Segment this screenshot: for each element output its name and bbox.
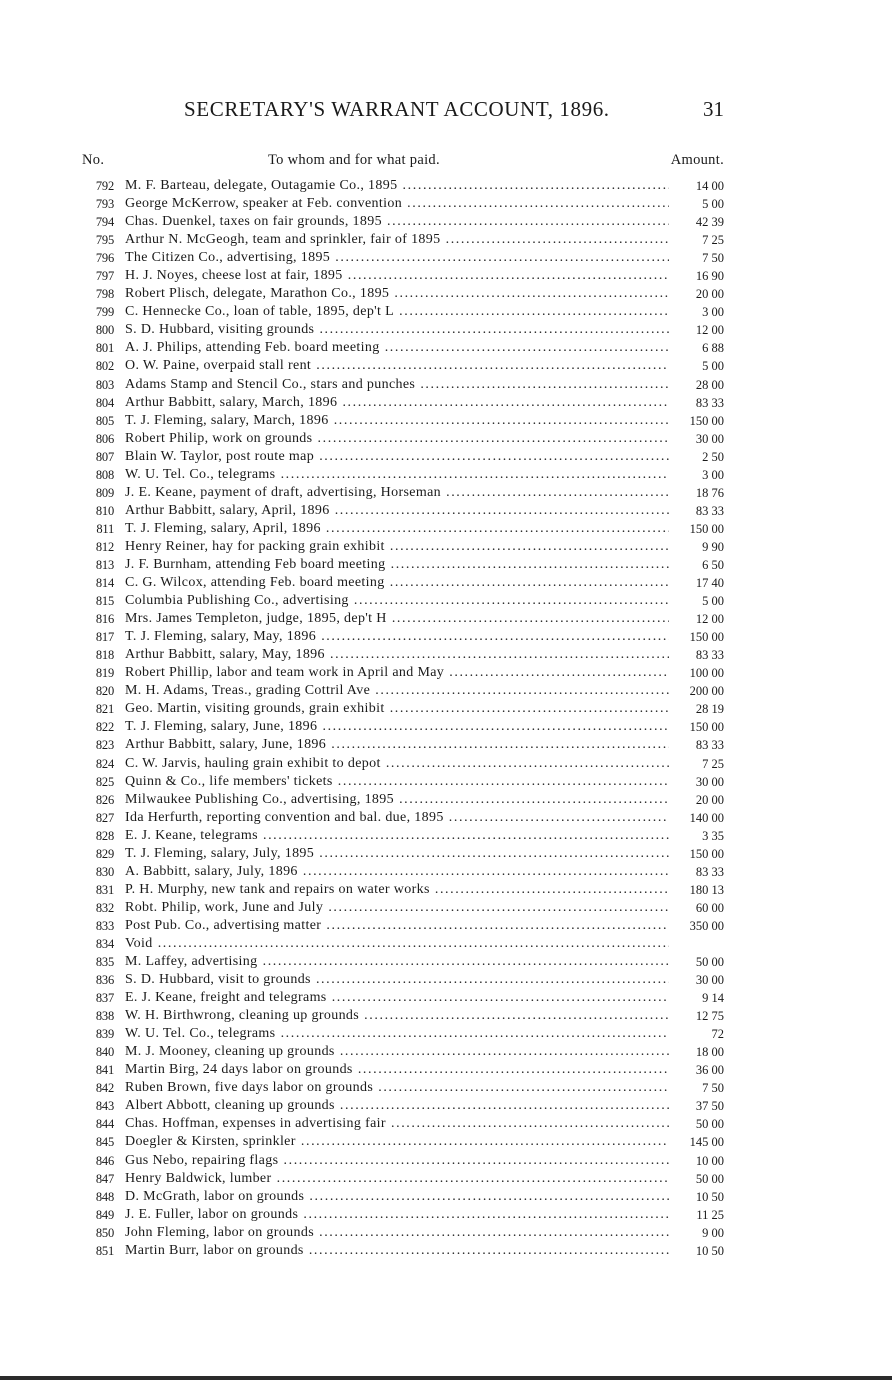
warrant-number: 844 bbox=[95, 1117, 114, 1132]
warrant-number: 847 bbox=[95, 1171, 114, 1186]
warrant-payee-description: J. E. Keane, payment of draft, advertising, Horseman ..... bbox=[125, 484, 669, 502]
warrant-number: 808 bbox=[95, 467, 114, 482]
warrant-amount: 83 33 bbox=[695, 738, 724, 753]
warrant-amount: 28 00 bbox=[695, 377, 724, 392]
warrant-row bbox=[0, 773, 892, 791]
warrant-payee-description: Blain W. Taylor, post route map ..... bbox=[125, 448, 669, 466]
warrant-number: 796 bbox=[95, 251, 114, 266]
running-head bbox=[0, 97, 892, 125]
warrant-row bbox=[0, 1025, 892, 1043]
warrant-payee-description: Robt. Philip, work, June and July ..... bbox=[125, 899, 669, 917]
warrant-payee-description: Robert Phillip, labor and team work in April and May ..... bbox=[125, 664, 669, 682]
warrant-number: 843 bbox=[95, 1099, 114, 1114]
warrant-amount: 5 00 bbox=[702, 594, 724, 609]
warrant-row bbox=[0, 610, 892, 628]
warrant-row bbox=[0, 881, 892, 899]
warrant-row bbox=[0, 339, 892, 357]
warrant-payee-description: Milwaukee Publishing Co., advertising, 1895 ..... bbox=[125, 791, 669, 809]
warrant-payee-description: P. H. Murphy, new tank and repairs on water works ..... bbox=[125, 881, 669, 899]
warrant-number: 800 bbox=[95, 323, 114, 338]
warrant-number: 805 bbox=[95, 413, 114, 428]
warrant-amount: 18 76 bbox=[695, 485, 724, 500]
warrant-payee-description: M. J. Mooney, cleaning up grounds ..... bbox=[125, 1043, 669, 1061]
warrant-payee-description: M. F. Barteau, delegate, Outagamie Co., 1895 ..... bbox=[125, 177, 669, 195]
warrant-number: 797 bbox=[95, 269, 114, 284]
warrant-number: 813 bbox=[95, 557, 114, 572]
warrant-payee-description: Albert Abbott, cleaning up grounds ..... bbox=[125, 1097, 669, 1115]
warrant-amount: 6 88 bbox=[702, 341, 724, 356]
warrant-row bbox=[0, 502, 892, 520]
warrant-payee-description: Doegler & Kirsten, sprinkler ..... bbox=[125, 1133, 669, 1151]
warrant-amount: 12 00 bbox=[695, 323, 724, 338]
warrant-number: 826 bbox=[95, 792, 114, 807]
warrant-number: 806 bbox=[95, 431, 114, 446]
warrant-payee-description: W. U. Tel. Co., telegrams ..... bbox=[125, 466, 669, 484]
warrant-row bbox=[0, 755, 892, 773]
warrant-payee-description: Geo. Martin, visiting grounds, grain exhibit ..... bbox=[125, 700, 669, 718]
warrant-payee-description: W. U. Tel. Co., telegrams ..... bbox=[125, 1025, 669, 1043]
warrant-payee-description: Void ..... bbox=[125, 935, 669, 953]
warrant-amount: 10 50 bbox=[695, 1189, 724, 1204]
warrant-payee-description: T. J. Fleming, salary, March, 1896 ..... bbox=[125, 412, 669, 430]
warrant-row bbox=[0, 195, 892, 213]
column-header-no: No. bbox=[82, 152, 105, 168]
warrant-number: 802 bbox=[95, 359, 114, 374]
warrant-number: 823 bbox=[95, 738, 114, 753]
warrant-payee-description: Ida Herfurth, reporting convention and bal. due, 1895 ..... bbox=[125, 809, 669, 827]
warrant-amount: 37 50 bbox=[695, 1099, 724, 1114]
warrant-payee-description: A. J. Philips, attending Feb. board meeting ..... bbox=[125, 339, 669, 357]
warrant-number: 818 bbox=[95, 648, 114, 663]
warrant-payee-description: E. J. Keane, freight and telegrams ..... bbox=[125, 989, 669, 1007]
warrant-row bbox=[0, 394, 892, 412]
warrant-amount: 10 00 bbox=[695, 1153, 724, 1168]
warrant-amount: 12 00 bbox=[695, 612, 724, 627]
warrant-amount: 18 00 bbox=[695, 1045, 724, 1060]
warrant-amount: 16 90 bbox=[695, 269, 724, 284]
warrant-payee-description: Quinn & Co., life members' tickets ..... bbox=[125, 773, 669, 791]
warrant-row bbox=[0, 249, 892, 267]
warrant-amount: 9 14 bbox=[702, 991, 724, 1006]
warrant-payee-description: The Citizen Co., advertising, 1895 ..... bbox=[125, 249, 669, 267]
warrant-row bbox=[0, 1097, 892, 1115]
warrant-payee-description: S. D. Hubbard, visiting grounds ..... bbox=[125, 321, 669, 339]
warrant-row bbox=[0, 213, 892, 231]
warrant-amount: 3 00 bbox=[702, 305, 724, 320]
warrant-amount: 17 40 bbox=[695, 576, 724, 591]
warrant-amount: 3 00 bbox=[702, 467, 724, 482]
warrant-payee-description: C. Hennecke Co., loan of table, 1895, dep't L ..... bbox=[125, 303, 669, 321]
warrant-number: 801 bbox=[95, 341, 114, 356]
warrant-payee-description: Gus Nebo, repairing flags ..... bbox=[125, 1152, 669, 1170]
warrant-amount: 9 90 bbox=[702, 539, 724, 554]
warrant-amount: 150 00 bbox=[689, 846, 724, 861]
warrant-amount: 30 00 bbox=[695, 431, 724, 446]
warrant-number: 845 bbox=[95, 1135, 114, 1150]
warrant-payee-description: M. Laffey, advertising ..... bbox=[125, 953, 669, 971]
warrant-amount: 42 39 bbox=[695, 215, 724, 230]
warrant-number: 828 bbox=[95, 828, 114, 843]
warrant-number: 798 bbox=[95, 287, 114, 302]
warrant-row bbox=[0, 231, 892, 249]
warrant-row bbox=[0, 376, 892, 394]
warrant-amount: 83 33 bbox=[695, 648, 724, 663]
warrant-number: 842 bbox=[95, 1081, 114, 1096]
warrant-row bbox=[0, 953, 892, 971]
warrant-number: 792 bbox=[95, 179, 114, 193]
warrant-number: 799 bbox=[95, 305, 114, 320]
warrant-payee-description: S. D. Hubbard, visit to grounds ..... bbox=[125, 971, 669, 989]
warrant-amount: 150 00 bbox=[689, 521, 724, 536]
warrant-amount: 5 00 bbox=[702, 359, 724, 374]
warrant-row bbox=[0, 448, 892, 466]
warrant-row bbox=[0, 863, 892, 881]
warrant-number: 804 bbox=[95, 395, 114, 410]
warrant-amount: 10 50 bbox=[695, 1243, 724, 1258]
warrant-number: 794 bbox=[95, 215, 114, 230]
warrant-number: 833 bbox=[95, 918, 114, 933]
warrant-number: 803 bbox=[95, 377, 114, 392]
warrant-row bbox=[0, 646, 892, 664]
warrant-amount: 12 75 bbox=[695, 1009, 724, 1024]
warrant-amount: 5 00 bbox=[702, 197, 724, 212]
warrant-payee-description: J. F. Burnham, attending Feb board meeting ..... bbox=[125, 556, 669, 574]
warrant-number: 810 bbox=[95, 503, 114, 518]
warrant-number: 824 bbox=[95, 756, 114, 771]
warrant-amount: 36 00 bbox=[695, 1063, 724, 1078]
warrant-number: 807 bbox=[95, 449, 114, 464]
warrant-number: 831 bbox=[95, 882, 114, 897]
warrant-amount: 100 00 bbox=[689, 666, 724, 681]
warrant-number: 817 bbox=[95, 630, 114, 645]
warrant-amount: 3 35 bbox=[702, 828, 724, 843]
warrant-row bbox=[0, 1007, 892, 1025]
warrant-payee-description: Post Pub. Co., advertising matter ..... bbox=[125, 917, 669, 935]
column-headers bbox=[0, 152, 892, 170]
warrant-number: 820 bbox=[95, 684, 114, 699]
warrant-payee-description: M. H. Adams, Treas., grading Cottril Ave ..... bbox=[125, 682, 669, 700]
warrant-amount: 30 00 bbox=[695, 774, 724, 789]
warrant-payee-description: Robert Philip, work on grounds ..... bbox=[125, 430, 669, 448]
warrant-number: 849 bbox=[95, 1207, 114, 1222]
warrant-amount: 350 00 bbox=[689, 918, 724, 933]
warrant-row bbox=[0, 989, 892, 1007]
warrant-row bbox=[0, 1152, 892, 1170]
warrant-amount: 145 00 bbox=[689, 1135, 724, 1150]
warrant-amount: 72 bbox=[711, 1027, 724, 1042]
warrant-amount: 6 50 bbox=[702, 557, 724, 572]
warrant-payee-description: T. J. Fleming, salary, June, 1896 ..... bbox=[125, 718, 669, 736]
warrant-row bbox=[0, 177, 892, 195]
warrant-row bbox=[0, 736, 892, 754]
warrant-number: 841 bbox=[95, 1063, 114, 1078]
warrant-number: 816 bbox=[95, 612, 114, 627]
warrant-payee-description: John Fleming, labor on grounds ..... bbox=[125, 1224, 669, 1242]
warrant-amount: 30 00 bbox=[695, 973, 724, 988]
warrant-row bbox=[0, 1188, 892, 1206]
warrant-number: 839 bbox=[95, 1027, 114, 1042]
warrant-row bbox=[0, 971, 892, 989]
warrant-amount: 7 25 bbox=[702, 233, 724, 248]
warrant-amount: 150 00 bbox=[689, 413, 724, 428]
warrant-row bbox=[0, 466, 892, 484]
warrant-payee-description: Robert Plisch, delegate, Marathon Co., 1895 ..... bbox=[125, 285, 669, 303]
warrant-row bbox=[0, 1224, 892, 1242]
warrant-row bbox=[0, 845, 892, 863]
warrant-payee-description: T. J. Fleming, salary, April, 1896 ..... bbox=[125, 520, 669, 538]
warrant-number: 830 bbox=[95, 864, 114, 879]
warrant-number: 832 bbox=[95, 900, 114, 915]
warrant-payee-description: Henry Reiner, hay for packing grain exhibit ..... bbox=[125, 538, 669, 556]
warrant-payee-description: Mrs. James Templeton, judge, 1895, dep't H ..... bbox=[125, 610, 669, 628]
warrant-amount: 50 00 bbox=[695, 955, 724, 970]
warrant-amount: 50 00 bbox=[695, 1117, 724, 1132]
warrant-amount: 140 00 bbox=[689, 810, 724, 825]
warrant-row bbox=[0, 303, 892, 321]
warrant-amount: 200 00 bbox=[689, 684, 724, 699]
warrant-payee-description: Chas. Hoffman, expenses in advertising fair ..... bbox=[125, 1115, 669, 1133]
warrant-payee-description: A. Babbitt, salary, July, 1896 ..... bbox=[125, 863, 669, 881]
warrant-row bbox=[0, 791, 892, 809]
warrant-row bbox=[0, 484, 892, 502]
warrant-number: 793 bbox=[95, 197, 114, 212]
warrant-row bbox=[0, 1061, 892, 1079]
warrant-payee-description: Arthur Babbitt, salary, June, 1896 ..... bbox=[125, 736, 669, 754]
warrant-row bbox=[0, 267, 892, 285]
warrant-row bbox=[0, 357, 892, 375]
warrant-payee-description: Martin Burr, labor on grounds ..... bbox=[125, 1242, 669, 1260]
warrant-amount: 7 50 bbox=[702, 251, 724, 266]
warrant-payee-description: W. H. Birthwrong, cleaning up grounds ..... bbox=[125, 1007, 669, 1025]
warrant-number: 811 bbox=[96, 521, 114, 536]
warrant-number: 809 bbox=[95, 485, 114, 500]
warrant-number: 850 bbox=[95, 1225, 114, 1240]
warrant-row bbox=[0, 321, 892, 339]
warrant-payee-description: T. J. Fleming, salary, July, 1895 ..... bbox=[125, 845, 669, 863]
page-number: 31 bbox=[703, 97, 724, 121]
warrant-row bbox=[0, 899, 892, 917]
warrant-payee-description: Columbia Publishing Co., advertising ..... bbox=[125, 592, 669, 610]
warrant-row bbox=[0, 664, 892, 682]
warrant-payee-description: Ruben Brown, five days labor on grounds ..... bbox=[125, 1079, 669, 1097]
warrant-row bbox=[0, 285, 892, 303]
warrant-amount: 9 00 bbox=[702, 1225, 724, 1240]
column-header-to-whom: To whom and for what paid. bbox=[268, 152, 440, 168]
warrant-row bbox=[0, 1079, 892, 1097]
warrant-payee-description: Henry Baldwick, lumber ..... bbox=[125, 1170, 669, 1188]
warrant-amount: 150 00 bbox=[689, 720, 724, 735]
warrant-row bbox=[0, 592, 892, 610]
warrant-row bbox=[0, 809, 892, 827]
warrant-payee-description: Arthur Babbitt, salary, April, 1896 ..... bbox=[125, 502, 669, 520]
warrant-amount: 60 00 bbox=[695, 900, 724, 915]
warrant-payee-description: H. J. Noyes, cheese lost at fair, 1895 ..... bbox=[125, 267, 669, 285]
warrant-row bbox=[0, 1115, 892, 1133]
warrant-list bbox=[0, 177, 892, 1260]
warrant-payee-description: Martin Birg, 24 days labor on grounds ..... bbox=[125, 1061, 669, 1079]
warrant-row bbox=[0, 917, 892, 935]
warrant-amount: 28 19 bbox=[695, 702, 724, 717]
warrant-payee-description: Arthur Babbitt, salary, March, 1896 ..... bbox=[125, 394, 669, 412]
column-header-amount: Amount. bbox=[670, 152, 724, 168]
warrant-payee-description: Adams Stamp and Stencil Co., stars and punches ..... bbox=[125, 376, 669, 394]
warrant-amount: 83 33 bbox=[695, 864, 724, 879]
warrant-row bbox=[0, 556, 892, 574]
warrant-row bbox=[0, 538, 892, 556]
warrant-amount: 7 50 bbox=[702, 1081, 724, 1096]
warrant-amount: 20 00 bbox=[695, 792, 724, 807]
warrant-payee-description: Arthur N. McGeogh, team and sprinkler, fair of 1895 ..... bbox=[125, 231, 669, 249]
warrant-amount: 180 13 bbox=[689, 882, 724, 897]
warrant-row bbox=[0, 520, 892, 538]
warrant-number: 835 bbox=[95, 955, 114, 970]
warrant-row bbox=[0, 718, 892, 736]
warrant-number: 851 bbox=[95, 1243, 114, 1258]
warrant-number: 815 bbox=[95, 594, 114, 609]
warrant-row bbox=[0, 430, 892, 448]
warrant-number: 795 bbox=[95, 233, 114, 248]
warrant-amount: 83 33 bbox=[695, 503, 724, 518]
warrant-number: 836 bbox=[95, 973, 114, 988]
warrant-row bbox=[0, 628, 892, 646]
warrant-row bbox=[0, 700, 892, 718]
warrant-payee-description: Arthur Babbitt, salary, May, 1896 ..... bbox=[125, 646, 669, 664]
warrant-number: 812 bbox=[95, 539, 114, 554]
bottom-border bbox=[0, 1376, 892, 1380]
warrant-row bbox=[0, 1206, 892, 1224]
warrant-payee-description: D. McGrath, labor on grounds ..... bbox=[125, 1188, 669, 1206]
warrant-number: 848 bbox=[95, 1189, 114, 1204]
warrant-amount: 2 50 bbox=[702, 449, 724, 464]
warrant-payee-description: E. J. Keane, telegrams ..... bbox=[125, 827, 669, 845]
warrant-number: 827 bbox=[95, 810, 114, 825]
warrant-number: 838 bbox=[95, 1009, 114, 1024]
warrant-number: 837 bbox=[95, 991, 114, 1006]
warrant-payee-description: C. W. Jarvis, hauling grain exhibit to depot ..... bbox=[125, 755, 669, 773]
warrant-payee-description: C. G. Wilcox, attending Feb. board meeting ..... bbox=[125, 574, 669, 592]
warrant-payee-description: J. E. Fuller, labor on grounds ..... bbox=[125, 1206, 669, 1224]
warrant-payee-description: O. W. Paine, overpaid stall rent ..... bbox=[125, 357, 669, 375]
warrant-payee-description: T. J. Fleming, salary, May, 1896 ..... bbox=[125, 628, 669, 646]
warrant-row bbox=[0, 1242, 892, 1260]
warrant-amount: 7 25 bbox=[702, 756, 724, 771]
warrant-row bbox=[0, 574, 892, 592]
warrant-number: 822 bbox=[95, 720, 114, 735]
warrant-row bbox=[0, 1133, 892, 1151]
warrant-amount: 11 25 bbox=[696, 1207, 724, 1222]
warrant-number: 834 bbox=[95, 936, 114, 951]
warrant-number: 846 bbox=[95, 1153, 114, 1168]
warrant-row bbox=[0, 682, 892, 700]
warrant-row bbox=[0, 1170, 892, 1188]
warrant-row bbox=[0, 827, 892, 845]
warrant-amount: 50 00 bbox=[695, 1171, 724, 1186]
warrant-number: 814 bbox=[95, 576, 114, 591]
warrant-number: 840 bbox=[95, 1045, 114, 1060]
warrant-row bbox=[0, 1043, 892, 1061]
warrant-number: 829 bbox=[95, 846, 114, 861]
warrant-number: 821 bbox=[95, 702, 114, 717]
warrant-amount: 20 00 bbox=[695, 287, 724, 302]
warrant-amount: 83 33 bbox=[695, 395, 724, 410]
warrant-amount: 14 00 bbox=[695, 179, 724, 193]
warrant-payee-description: George McKerrow, speaker at Feb. convention ..... bbox=[125, 195, 669, 213]
warrant-number: 825 bbox=[95, 774, 114, 789]
warrant-payee-description: Chas. Duenkel, taxes on fair grounds, 1895 ..... bbox=[125, 213, 669, 231]
warrant-row bbox=[0, 935, 892, 953]
page-title: SECRETARY'S WARRANT ACCOUNT, 1896. bbox=[184, 97, 610, 121]
warrant-row bbox=[0, 412, 892, 430]
warrant-amount: 150 00 bbox=[689, 630, 724, 645]
warrant-number: 819 bbox=[95, 666, 114, 681]
